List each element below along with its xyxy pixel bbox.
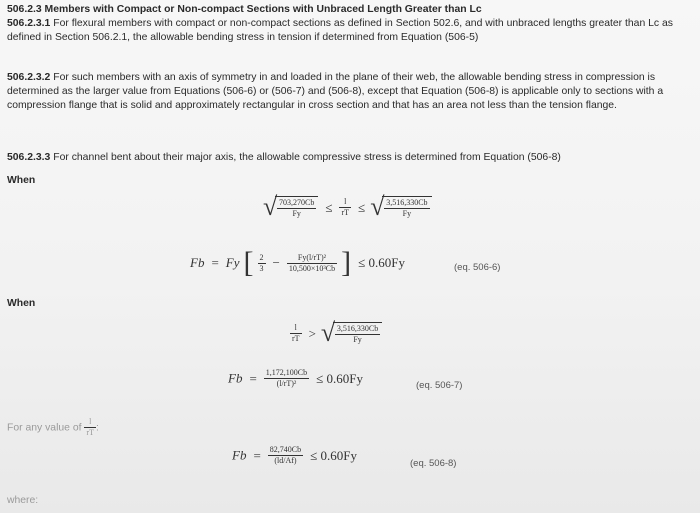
- clause-number: 506.2.3.1: [7, 18, 51, 29]
- paragraph-506-2-3-1: [7, 17, 697, 45]
- equation-number-506-6: (eq. 506-6): [454, 262, 501, 273]
- equation-506-6: Fb = Fy [ $\frac{2}{3}$ − $\frac{\text{Fy(l/rT)²}}{\text{10,500×10³Cb}}$ ] ≤ 0.60Fy: [190, 246, 405, 279]
- clause-text: For channel bent about their major axis, the allowable compressive stress is determined from Equation (506-8): [53, 152, 561, 163]
- clause-text: For such members with an axis of symmetry in and loaded in the plane of their web, the allowable bending stress in compression is determined as the larger value from Equations (506-6) or (506-7) and (506-8), except that Equation (506-8) is applicable only to sections with a compression flange that is solid and approximately rectangular in cross section and that has an area not less than the tension flange.: [7, 72, 664, 112]
- equation-number-506-7: (eq. 506-7): [416, 380, 463, 391]
- equation-number-506-8: (eq. 506-8): [410, 458, 457, 469]
- clause-number: 506.2.3.2: [7, 72, 51, 83]
- section-heading: 506.2.3 Members with Compact or Non-compact Sections with Unbraced Length Greater than Lc: [7, 4, 482, 15]
- paragraph-506-2-3-3: [7, 151, 697, 165]
- when-label-2: When: [7, 298, 36, 309]
- clause-number: 506.2.3.3: [7, 152, 51, 163]
- condition-inequality-1: √ $\frac{703,270Cb}{Fy}$ ≤ $\frac{l}{rT}$ ≤ √ $\frac{3,516,330Cb}{Fy}$: [265, 196, 432, 219]
- when-label-1: When: [7, 175, 36, 186]
- equation-506-7: Fb = $\frac{1,172,100Cb}{\text{(l/rT)²}}$ ≤ 0.60Fy: [228, 368, 364, 388]
- sqrt-left: √ $\frac{703,270Cb}{Fy}$: [265, 196, 318, 219]
- sqrt-right: √ $\frac{3,516,330Cb}{Fy}$: [372, 196, 431, 219]
- for-any-value-label: For any value of $\frac{l}{rT}$ :: [7, 417, 99, 437]
- where-label: where:: [7, 495, 39, 506]
- condition-inequality-2: $\frac{l}{rT}$ > √ $\frac{3,516,330Cb}{Fy}$: [290, 322, 382, 345]
- paragraph-506-2-3-2: [7, 71, 697, 114]
- clause-text: For flexural members with compact or non-compact sections as defined in Section 502.6, and with unbraced lengths greater than Lc as defined in Section 506.2.1, the allowable bending stress in tension if determined from Equation (506-5): [7, 18, 673, 44]
- equation-506-8: Fb = $\frac{82,740Cb}{(ld/Af)}$ ≤ 0.60Fy: [232, 445, 358, 465]
